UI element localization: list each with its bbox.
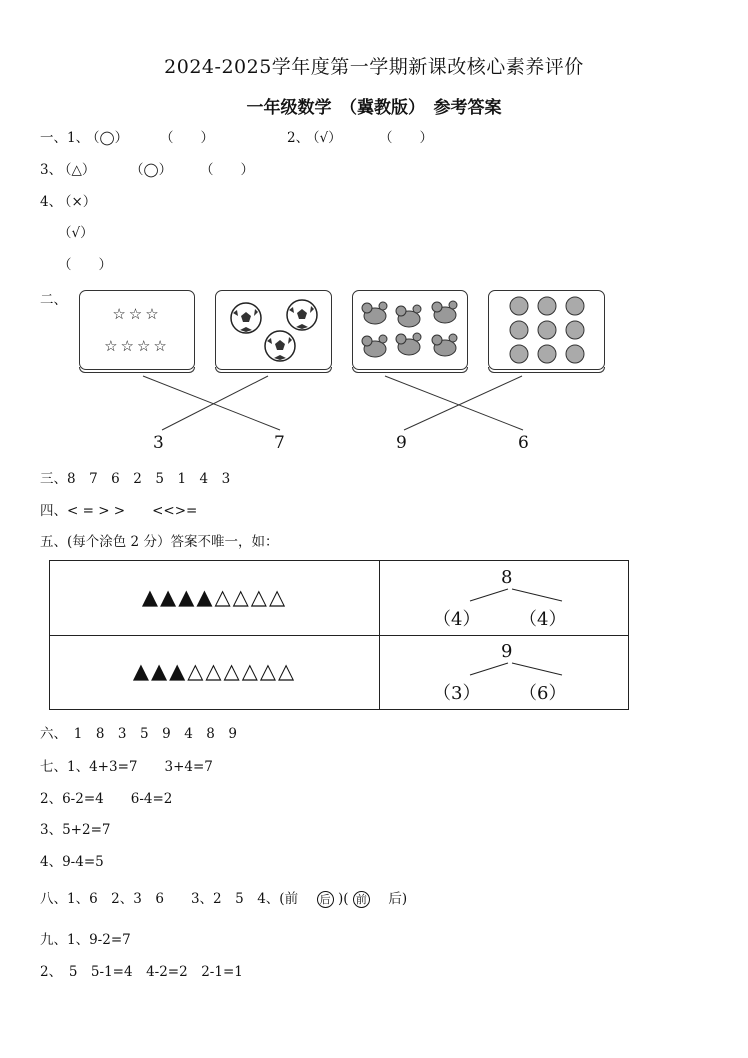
section7-line-2: 2、6-2=4 6-4=2	[40, 791, 173, 807]
fruit-icon	[510, 321, 528, 339]
section8-answers	[40, 887, 407, 908]
page-subtitle: 一年级数学 （冀教版） 参考答案	[246, 98, 502, 118]
number-bond-2-lines	[450, 661, 580, 677]
page-title: 2024-2025学年度第一学期新课改核心素养评价	[164, 56, 584, 78]
fruit-icon	[538, 321, 556, 339]
section8-suffix: 后)	[388, 891, 408, 907]
match-number-7: 7	[274, 433, 285, 453]
animal-icon	[396, 305, 421, 327]
fruit-icon	[566, 321, 584, 339]
fruit-icon	[538, 297, 556, 315]
match-number-6: 6	[518, 433, 529, 453]
soccer-ball-icon	[287, 300, 317, 330]
section7-line-1: 七、1、4+3=7 3+4=7	[40, 759, 213, 775]
picture-box-fruits	[488, 290, 605, 370]
section2-label: 二、	[40, 292, 67, 308]
section1-q4-label: 4、	[40, 194, 63, 210]
fruit-icon	[566, 345, 584, 363]
section1-q2-answer-b: （ ）	[379, 130, 433, 146]
section4-answers: 四、< = > > <<>=	[40, 503, 198, 519]
animal-icon	[432, 301, 457, 323]
number-bond-2-total: 9	[501, 641, 513, 662]
section1-q2-answer-a: （√）	[306, 130, 342, 146]
stars-row-2: ☆☆☆☆	[104, 337, 170, 355]
soccer-balls-image	[216, 291, 331, 369]
section1-q4-answer-a: （×）	[58, 194, 97, 210]
animals-image	[353, 291, 467, 369]
section1-q4-answer-b: （√）	[58, 225, 94, 241]
match-line-2	[162, 376, 268, 430]
fruit-icon	[510, 345, 528, 363]
number-bond-2-part-b: （6）	[519, 683, 567, 704]
match-line-1	[143, 376, 280, 430]
section8-mid: )(	[337, 891, 349, 907]
section1-q3-answer-a: （△）	[58, 162, 96, 178]
section1-q2-label: 2、	[287, 130, 310, 146]
section6-answers: 六、 1 8 3 5 9 4 8 9	[40, 726, 237, 742]
section1-q1-label: 一、1、	[40, 130, 90, 146]
number-bond-1-lines	[450, 587, 580, 603]
animal-icon	[396, 333, 421, 355]
section7-line-4: 4、9-4=5	[40, 854, 104, 870]
number-bond-1-part-a: （4）	[433, 609, 481, 630]
animal-icon	[432, 334, 457, 356]
section9-line-1: 九、1、9-2=7	[40, 932, 131, 948]
fruit-icon	[538, 345, 556, 363]
match-number-9: 9	[396, 433, 407, 453]
match-line-3	[385, 376, 523, 430]
fruits-image	[489, 291, 604, 369]
picture-box-animals	[352, 290, 468, 370]
section5-label: 五、(每个涂色 2 分）答案不唯一，如：	[40, 534, 279, 550]
match-line-4	[404, 376, 522, 430]
match-number-3: 3	[153, 433, 164, 453]
section1-q3-label: 3、	[40, 162, 63, 178]
matching-lines	[0, 370, 748, 440]
section9-line-2: 2、 5 5-1=4 4-2=2 2-1=1	[40, 964, 243, 980]
animal-icon	[362, 335, 387, 357]
coloring-table	[49, 560, 629, 710]
section1-q1-answer-b: （ ）	[160, 130, 214, 146]
number-bond-1-part-b: （4）	[519, 609, 567, 630]
soccer-ball-icon	[265, 331, 295, 361]
circled-answer-2: 前	[353, 891, 370, 908]
section1-q3-answer-b: （◯）	[130, 162, 173, 178]
section7-line-3: 3、5+2=7	[40, 822, 111, 838]
number-bond-2-part-a: （3）	[433, 683, 481, 704]
section1-q1-answer-a: （◯）	[86, 130, 129, 146]
number-bond-1-total: 8	[501, 567, 513, 588]
soccer-ball-icon	[231, 303, 261, 333]
picture-box-balls	[215, 290, 332, 370]
triangles-row-1: ▲▲▲▲△△△△	[141, 585, 288, 609]
fruit-icon	[510, 297, 528, 315]
section1-q4-answer-c: （ ）	[58, 257, 112, 273]
circled-answer-1: 后	[317, 891, 334, 908]
animal-icon	[362, 302, 387, 324]
section3-answers: 三、8 7 6 2 5 1 4 3	[40, 471, 231, 487]
section1-q3-answer-c: （ ）	[200, 162, 254, 178]
section8-prefix: 八、1、6 2、3 6 3、2 5 4、(前	[40, 891, 299, 907]
picture-box-stars	[79, 290, 195, 370]
triangles-row-2: ▲▲▲△△△△△△	[132, 659, 297, 683]
stars-row-1: ☆☆☆	[112, 305, 162, 323]
fruit-icon	[566, 297, 584, 315]
